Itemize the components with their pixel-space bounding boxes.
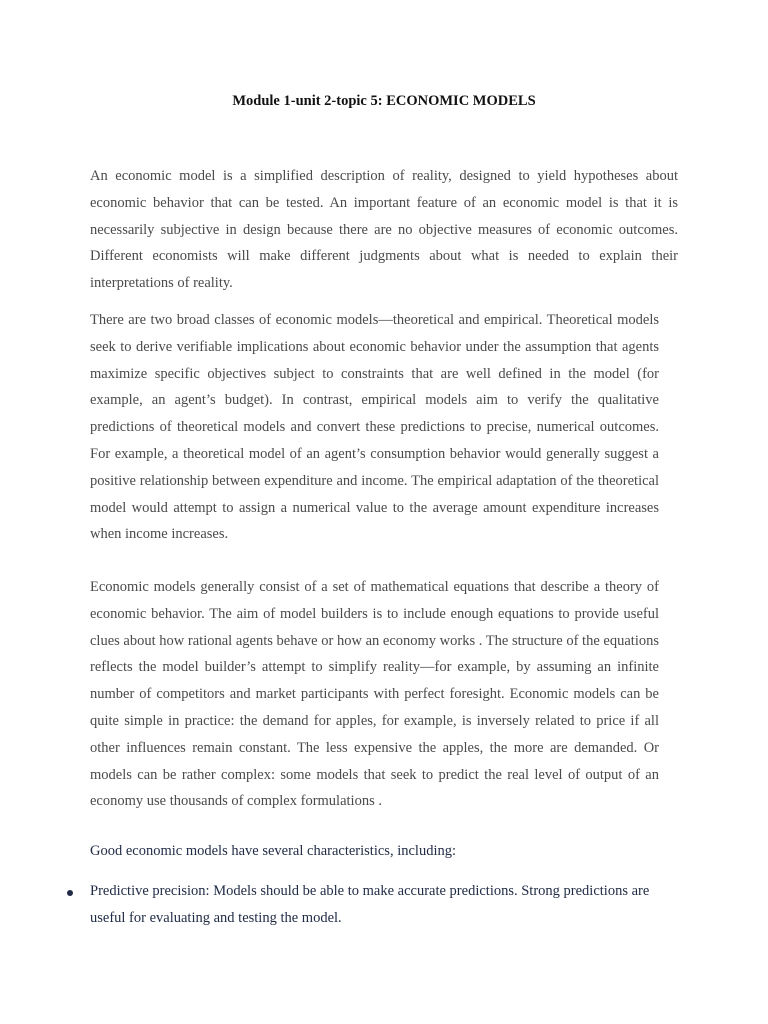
bullet-icon xyxy=(67,890,73,896)
characteristics-list xyxy=(62,878,678,932)
page-title: Module 1-unit 2-topic 5: ECONOMIC MODELS xyxy=(232,93,536,109)
paragraph-model-classes: There are two broad classes of economic models—theoretical and empirical. Theoretical models seek to derive verifiable implications about economic behavior under the assumption that agents maximize specific objectives subject to constraints that are well defined in the model (for example, an agent’s budget). In contrast, empirical models aim to verify the qualitative predictions of theoretical models and convert these predictions to precise, numerical outcomes. For example, a theoretical model of an agent’s consumption behavior would generally suggest a positive relationship between expenditure and income. The empirical adaptation of the theoretical model would attempt to assign a numerical value to the average amount expenditure increases when income increases. xyxy=(90,312,659,543)
list-item xyxy=(62,878,678,932)
list-intro: Good economic models have several characteristics, including: xyxy=(90,843,456,859)
paragraph-definition: An economic model is a simplified description of reality, designed to yield hypotheses about economic behavior that can be tested. An important feature of an economic model is that it is necessarily subjective in design because there are no objective measures of economic outcomes. Different economists will make different judgments about what is needed to explain their interpretations of reality. xyxy=(90,168,678,292)
list-item-text: Predictive precision: Models should be able to make accurate predictions. Strong predictions are useful for evaluating and testing the model. xyxy=(90,883,650,926)
paragraph-mathematical-equations: Economic models generally consist of a set of mathematical equations that describe a theory of economic behavior. The aim of model builders is to include enough equations to provide useful clues about how rational agents behave or how an economy works . The structure of the equations reflects the model builder’s attempt to simplify reality—for example, by assuming an infinite number of competitors and market participants with perfect foresight. Economic models can be quite simple in practice: the demand for apples, for example, is inversely related to price if all other influences remain constant. The less expensive the apples, the more are demanded. Or models can be rather complex: some models that seek to predict the real level of output of an economy use thousands of complex formulations . xyxy=(90,579,659,810)
